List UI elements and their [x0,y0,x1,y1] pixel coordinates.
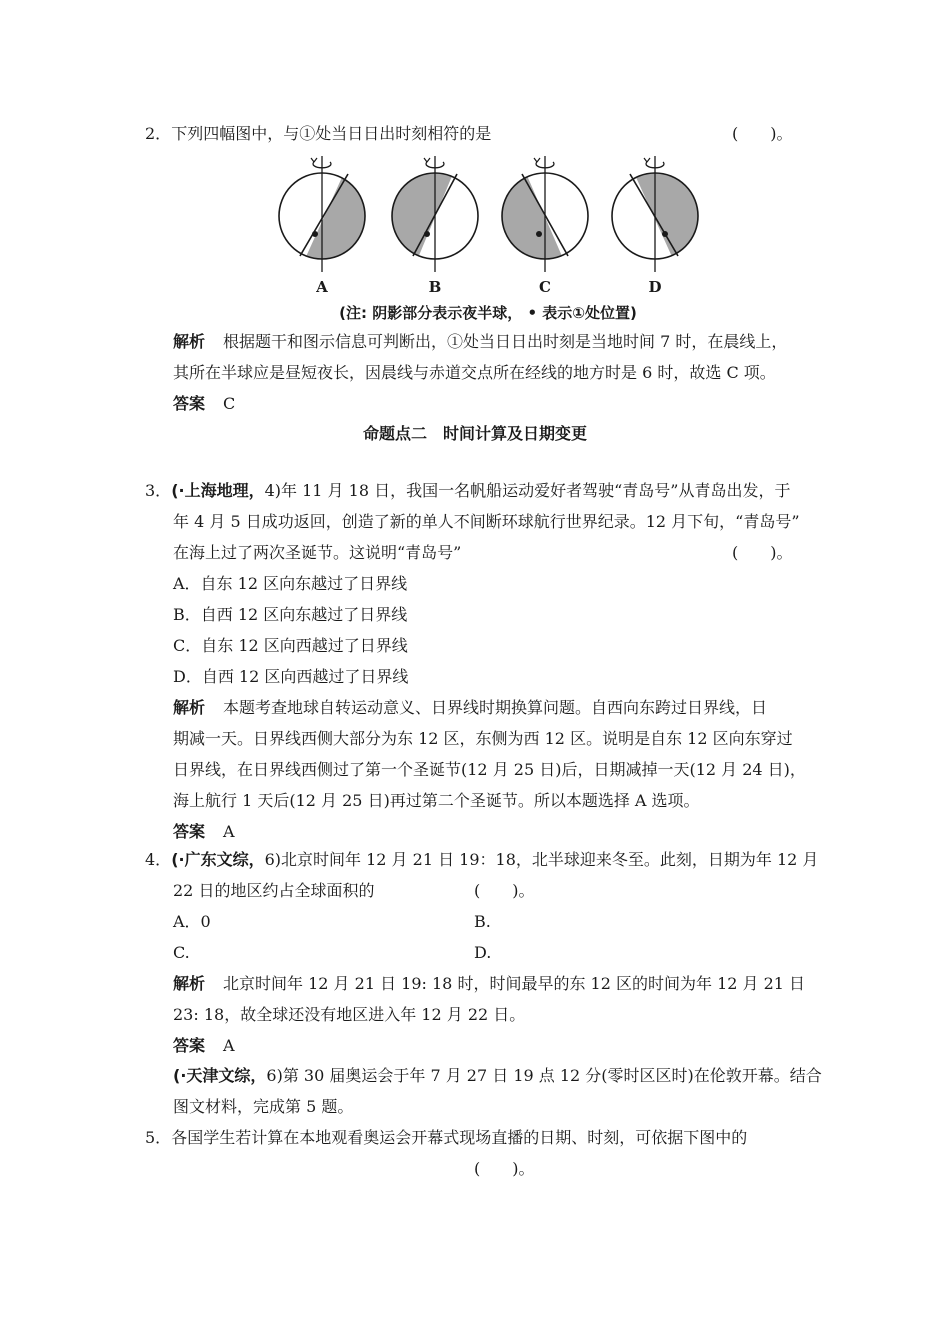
q4-option-b: B. [474,912,491,931]
q2-stem-line [145,124,491,144]
q3-analysis-line-2: 期减一天。日界线西侧大部分为东 12 区，东侧为西 12 区。说明是自东 12 区向东穿过 [173,729,793,748]
q4-stem-1: 6)北京时间年 12 月 21 日 19：18，北半球迎来冬至。此刻，日期为年 12 月 [264,850,819,869]
globe-d [612,156,698,272]
q2-answer-line [173,394,235,414]
q5-answer-paren: ( )。 [474,1159,535,1178]
q3-stem-1: 4)年 11 月 18 日，我国一名帆船运动爱好者驾驶“青岛号”从青岛出发，于 [264,481,791,500]
q2-diagram-note: (注: 阴影部分表示夜半球， • 表示①处位置) [339,304,637,322]
q3-answer-label: 答案 [173,822,206,841]
q4-answer-value: A [223,1036,235,1055]
q4-number: 4． [145,850,172,869]
globe-a [279,156,371,272]
globe-d-location-dot [662,231,668,237]
q2-option-c: C [539,278,551,296]
q4-answer-paren: ( )。 [474,881,535,900]
q3-option-b: B．自西 12 区向东越过了日界线 [173,605,408,624]
q4-answer-label: 答案 [173,1036,206,1055]
q2-globe-diagram [270,152,710,324]
q2-option-d: D [648,278,662,296]
q4-option-c: C. [173,943,190,962]
q5-intro-line-1 [173,1066,822,1086]
globe-c-location-dot [536,231,542,237]
q4-source: (·广东文综， [171,850,265,869]
q2-analysis-label: 解析 [173,332,206,351]
q3-answer-value: A [223,822,235,841]
q3-analysis-line-1 [173,698,767,718]
q2-number: 2． [145,124,172,143]
q4-analysis-label: 解析 [173,974,206,993]
globe-c-night-shade [502,164,568,270]
globe-b-location-dot [424,231,430,237]
q4-analysis-line-2: 23: 18，故全球还没有地区进入年 12 月 22 日。 [173,1005,526,1024]
q3-analysis-label: 解析 [173,698,206,717]
globe-d-night-shade [630,164,698,270]
q5-intro-text-1: 6)第 30 届奥运会于年 7 月 27 日 19 点 12 分(零时区区时)在伦敦开幕。结合 [266,1066,822,1085]
q5-intro-line-2: 图文材料，完成第 5 题。 [173,1097,354,1116]
q4-option-d: D. [474,943,492,962]
q2-answer-value: C [223,394,236,413]
q2-option-a: A [316,278,328,296]
q3-answer-paren: ( )。 [732,543,793,562]
q2-analysis-line-2: 其所在半球应是昼短夜长，因晨线与赤道交点所在经线的地方时是 6 时，故选 C 项。 [173,363,776,382]
q4-answer-line [173,1036,235,1056]
q4-analysis-text-1: 北京时间年 12 月 21 日 19: 18 时，时间最早的东 12 区的时间为年 12 月 21 日 [223,974,806,993]
q3-stem-line-3: 在海上过了两次圣诞节。这说明“青岛号” [173,543,462,562]
q3-source: (·上海地理， [171,481,265,500]
q2-answer-label: 答案 [173,394,206,413]
q5-stem: 各国学生若计算在本地观看奥运会开幕式现场直播的日期、时刻，可依据下图中的 [171,1128,748,1147]
q3-option-a: A．自东 12 区向东越过了日界线 [173,574,408,593]
globe-c [502,156,588,272]
q3-analysis-line-3: 日界线，在日界线西侧过了第一个圣诞节(12 月 25 日)后，日期减掉一天(12 月 24 日)， [173,760,806,779]
globe-b-night-shade [392,164,457,270]
q4-option-a: A．0 [173,912,211,931]
section-title: 命题点二 时间计算及日期变更 [362,424,587,443]
q4-stem-line-2: 22 日的地区约占全球面积的 [173,881,375,900]
q2-option-b: B [428,278,442,296]
globe-a-location-dot [312,231,318,237]
q3-analysis-text-1: 本题考查地球自转运动意义、日界线时期换算问题。自西向东跨过日界线，日 [223,698,768,717]
globe-a-night-shade [300,164,371,270]
q3-option-d: D．自西 12 区向西越过了日界线 [173,667,409,686]
q5-number: 5． [145,1128,172,1147]
q2-answer-paren: ( )。 [732,124,793,143]
globe-b [392,156,478,272]
q2-analysis-line-1 [173,332,787,352]
q4-stem-line-1 [145,850,818,870]
q3-option-c: C．自东 12 区向西越过了日界线 [173,636,408,655]
q3-analysis-line-4: 海上航行 1 天后(12 月 25 日)再过第二个圣诞节。所以本题选择 A 选项。 [173,791,700,810]
q5-intro-source: (·天津文综， [173,1066,267,1085]
q2-stem: 下列四幅图中，与①处当日日出时刻相符的是 [171,124,492,143]
q3-stem-line-1 [145,481,790,501]
q3-stem-line-2: 年 4 月 5 日成功返回，创造了新的单人不间断环球航行世界纪录。12 月下旬，“青岛号” [173,512,800,531]
q4-analysis-line-1 [173,974,805,994]
q2-analysis-text-1: 根据题干和图示信息可判断出，①处当日日出时刻是当地时间 7 时，在晨线上， [223,332,788,351]
q3-answer-line [173,822,235,842]
q5-stem-line [145,1128,747,1148]
q3-number: 3． [145,481,172,500]
